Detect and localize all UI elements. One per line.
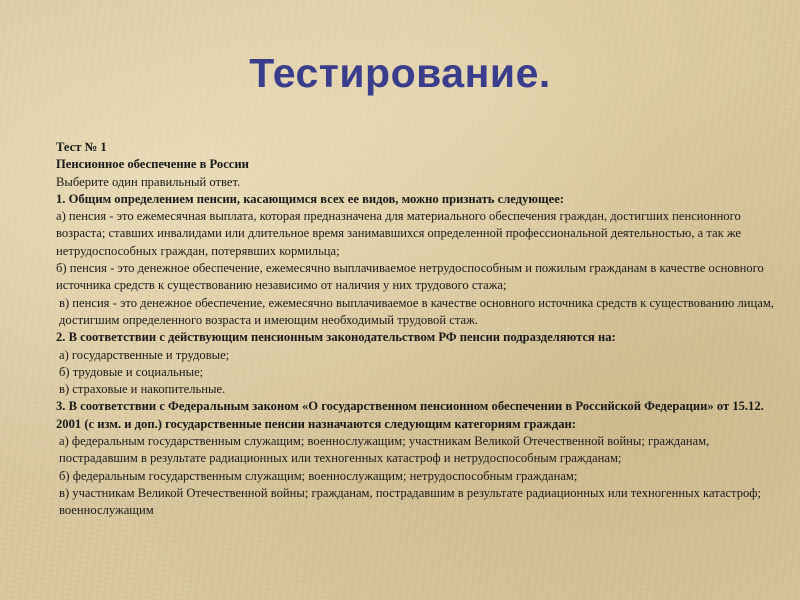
test-instruction: Выберите один правильный ответ. bbox=[56, 174, 241, 189]
test-number: Тест № 1 bbox=[56, 140, 107, 154]
test-content bbox=[56, 139, 786, 520]
question-1-option-b: б) пенсия - это денежное обеспечение, ежемесячно выплачиваемое нетрудоспособным и пожилым гражданам в качестве основного источника средств к существованию независимо от наличия у них трудового стажа; bbox=[56, 261, 764, 293]
test-subject: Пенсионное обеспечение в России bbox=[56, 157, 249, 172]
question-3-option-a: а) федеральным государственным служащим; военнослужащим; участникам Великой Отечественной войны; гражданам, пострадавшим в результате радиационных или техногенных катастроф и нетрудоспособным гражданам; bbox=[59, 434, 710, 466]
question-3: 3. В соответствии с Федеральным законом «О государственном пенсионном обеспечении в Российской Федерации» от 15.12. 2001 (с изм. и доп.) государственные пенсии назначаются следующим категориям граждан: bbox=[56, 399, 764, 431]
question-2: 2. В соответствии с действующим пенсионным законодательством РФ пенсии подразделяются на: bbox=[56, 330, 616, 345]
question-1: 1. Общим определением пенсии, касающимся всех ее видов, можно признать следующее: bbox=[56, 191, 564, 206]
question-2-option-c: в) страховые и накопительные. bbox=[59, 382, 226, 397]
question-1-option-c: в) пенсия - это денежное обеспечение, ежемесячно выплачиваемое в качестве основного источника средств к существованию лицам, достигшим определенного возраста и имеющим необходимый трудовой стаж. bbox=[59, 295, 774, 327]
slide-title: Тестирование. bbox=[249, 50, 551, 96]
question-1-option-a: а) пенсия - это ежемесячная выплата, которая предназначена для материального обеспечения граждан, достигших пенсионного возраста; ставших инвалидами или длительное время занимавшихся определенной профессиональной деятельностью, а так же нетрудоспособных граждан, потерявших кормильца; bbox=[56, 209, 741, 258]
question-3-option-c: в) участникам Великой Отечественной войны; гражданам, пострадавшим в результате радиационных или техногенных катастроф; военнослужащим bbox=[59, 485, 761, 518]
question-2-option-a: а) государственные и трудовые; bbox=[59, 347, 230, 362]
question-2-option-b: б) трудовые и социальные; bbox=[59, 364, 204, 379]
question-3-option-b: б) федеральным государственным служащим; военнослужащим; нетрудоспособным гражданам; bbox=[59, 468, 578, 483]
